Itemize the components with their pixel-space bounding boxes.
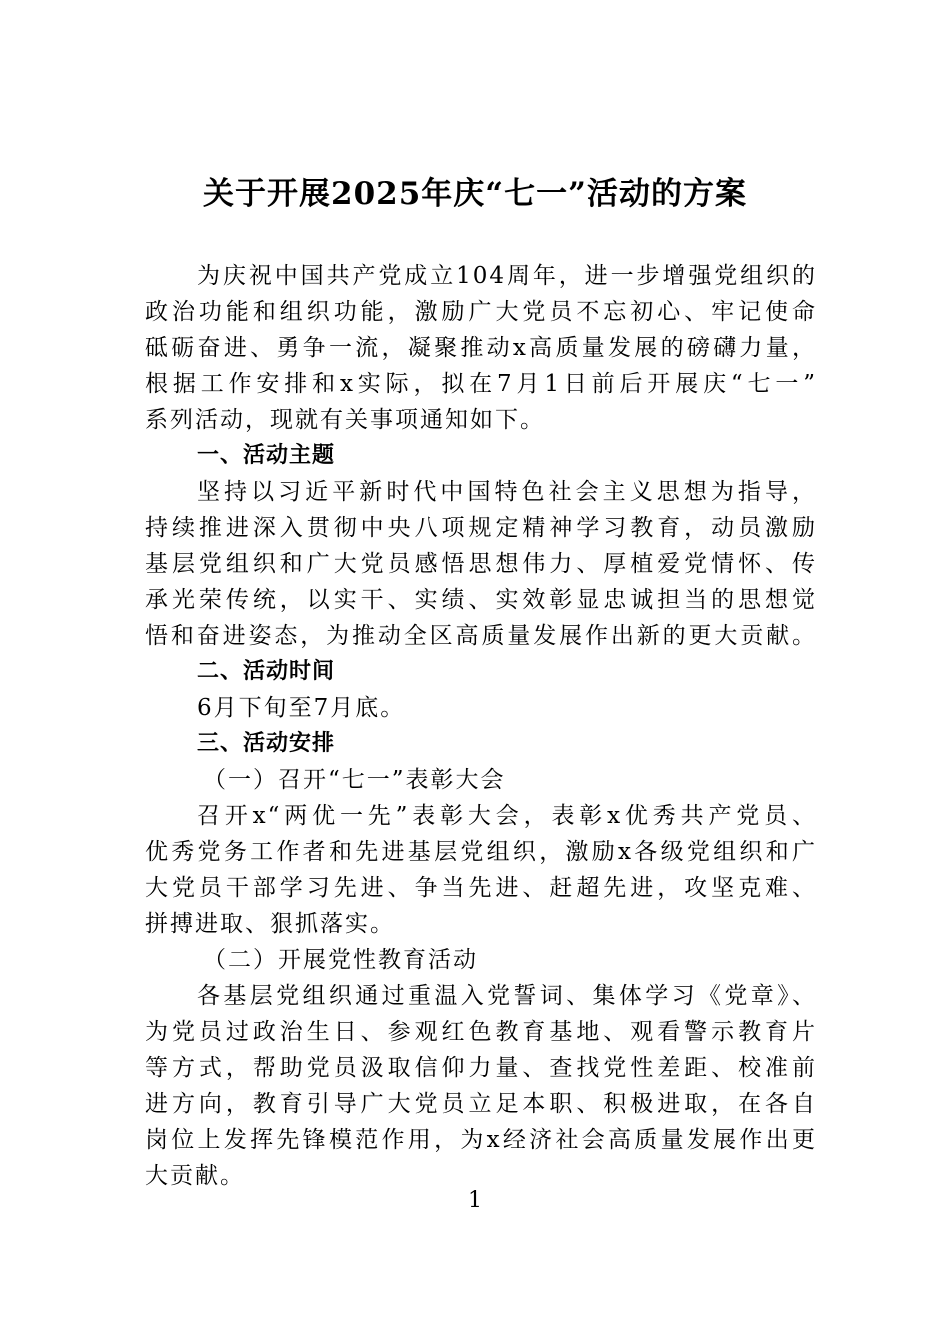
paragraph-line: 大贡献。 — [145, 1163, 245, 1189]
paragraph-line: 各基层党组织通过重温入党誓词、集体学习《党章》、 — [197, 983, 817, 1009]
paragraph-line: 坚持以习近平新时代中国特色社会主义思想为指导， — [197, 479, 817, 505]
paragraph-line: 砥砺奋进、勇争一流，凝聚推动x高质量发展的磅礴力量， — [145, 335, 817, 361]
paragraph-line: 等方式，帮助党员汲取信仰力量、查找党性差距、校准前 — [145, 1055, 817, 1081]
paragraph-line: 悟和奋进姿态，为推动全区高质量发展作出新的更大贡献。 — [145, 623, 817, 649]
paragraph-line: 召开x“两优一先”表彰大会，表彰x优秀共产党员、 — [197, 803, 817, 829]
subsection-heading-party-education: （二）开展党性教育活动 — [203, 947, 478, 973]
paragraph-line: 为党员过政治生日、参观红色教育基地、观看警示教育片 — [145, 1019, 817, 1045]
page-number: 1 — [468, 1188, 482, 1213]
paragraph-line: 承光荣传统，以实干、实绩、实效彰显忠诚担当的思想觉 — [145, 587, 817, 613]
section-heading-theme: 一、活动主题 — [197, 443, 336, 468]
paragraph-line: 系列活动，现就有关事项通知如下。 — [145, 407, 545, 433]
paragraph-line: 持续推进深入贯彻中央八项规定精神学习教育，动员激励 — [145, 515, 817, 541]
section-heading-time: 二、活动时间 — [197, 659, 336, 684]
paragraph-line: 优秀党务工作者和先进基层党组织，激励x各级党组织和广 — [145, 839, 817, 865]
document-body — [145, 258, 817, 1194]
paragraph-line: 6月下旬至7月底。 — [197, 695, 406, 721]
paragraph-line: 基层党组织和广大党员感悟思想伟力、厚植爱党情怀、传 — [145, 551, 817, 577]
section-heading-arrangement: 三、活动安排 — [197, 731, 336, 756]
paragraph-line: 岗位上发挥先锋模范作用，为x经济社会高质量发展作出更 — [145, 1127, 817, 1153]
paragraph-line: 拼搏进取、狠抓落实。 — [145, 911, 395, 937]
subsection-heading-award-meeting: （一）召开“七一”表彰大会 — [203, 767, 506, 793]
paragraph-line: 为庆祝中国共产党成立104周年，进一步增强党组织的 — [197, 263, 817, 289]
paragraph-line: 大党员干部学习先进、争当先进、赶超先进，攻坚克难、 — [145, 875, 817, 901]
paragraph-line: 根据工作安排和x实际，拟在7月1日前后开展庆“七一” — [145, 371, 817, 397]
paragraph-line: 进方向，教育引导广大党员立足本职、积极进取，在各自 — [145, 1091, 817, 1117]
paragraph-line: 政治功能和组织功能，激励广大党员不忘初心、牢记使命 — [145, 299, 817, 325]
document-title: 关于开展2025年庆“七一”活动的方案 — [203, 176, 747, 212]
